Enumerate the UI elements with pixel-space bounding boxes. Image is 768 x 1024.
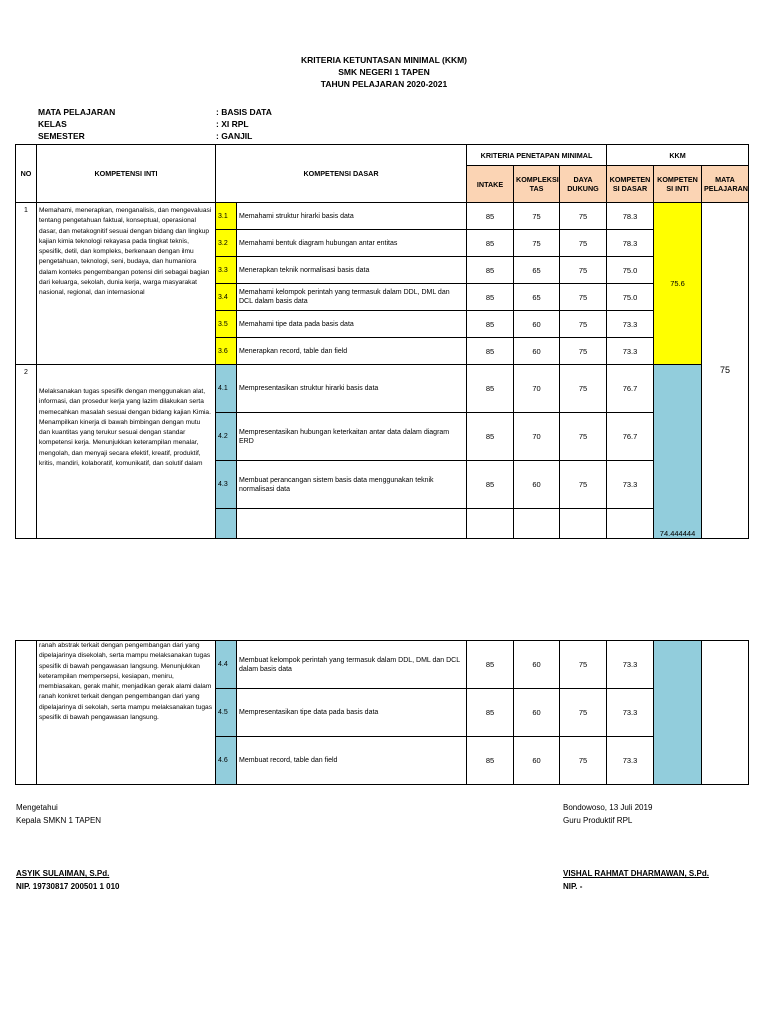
meta-value: : BASIS DATA: [216, 107, 272, 117]
header-kkm: KKM: [607, 145, 749, 166]
kompleksitas-value: 75: [514, 230, 560, 257]
kd-text: Memahami tipe data pada basis data: [237, 311, 467, 338]
ki-text: Memahami, menerapkan, menganalisis, dan mengevaluasi tentang pengetahuan faktual, konseptual, operasional dasar, dan metakognitif sesuai dengan bidang dan lingkup kajian kimia teknologi rekayasa pada tingkat teknis, spesifik, detil, dan kompleks, berkenaan dengan ilmu pengetahuan, teknologi, seni, budaya, dan humaniora dalam konteks pengembangan potensi diri sebagai bagian dari keluarga, sekolah, dunia kerja, warga masyarakat nasional, regional, dan internasional: [37, 203, 216, 365]
intake-value: 85: [467, 311, 514, 338]
kd-text: Membuat record, table dan field: [237, 737, 467, 785]
kkm-ki-value: 74.444444: [654, 365, 702, 539]
daya-dukung-value: 75: [560, 203, 607, 230]
empty-cell: [560, 509, 607, 539]
kkm-table-top: [15, 144, 749, 539]
kkm-kd-value: 73.3: [607, 641, 654, 689]
bottom-table-clip: [0, 642, 768, 790]
meta-value: : XI RPL: [216, 119, 249, 129]
kd-number: 4.6: [216, 737, 237, 785]
kompleksitas-value: 65: [514, 257, 560, 284]
headmaster-name: ASYIK SULAIMAN, S.Pd.: [16, 869, 110, 878]
daya-dukung-value: 75: [560, 257, 607, 284]
kd-number: 4.4: [216, 641, 237, 689]
signature-right-line1: Bondowoso, 13 Juli 2019: [563, 803, 653, 812]
signature-right-line2: Guru Produktif RPL: [563, 816, 633, 825]
kd-number: 3.1: [216, 203, 237, 230]
kd-number: 3.3: [216, 257, 237, 284]
table-row: [16, 365, 749, 413]
kd-text: Mempresentasikan struktur hirarki basis data: [237, 365, 467, 413]
kkm-kd-value: 75.0: [607, 257, 654, 284]
signature-left-line1: Mengetahui: [16, 803, 58, 812]
header-kkm-kd: KOMPETEN SI DASAR: [607, 166, 654, 203]
kompleksitas-value: 60: [514, 641, 560, 689]
kd-text: Memahami bentuk diagram hubungan antar entitas: [237, 230, 467, 257]
intake-value: 85: [467, 641, 514, 689]
kd-number: 4.2: [216, 413, 237, 461]
intake-value: 85: [467, 338, 514, 365]
table-row: [16, 641, 749, 689]
kompleksitas-value: 60: [514, 338, 560, 365]
kkm-kd-value: 73.3: [607, 338, 654, 365]
intake-value: 85: [467, 284, 514, 311]
signature-left-line2: Kepala SMKN 1 TAPEN: [16, 816, 102, 825]
kd-number: 3.4: [216, 284, 237, 311]
kkm-kd-value: 78.3: [607, 230, 654, 257]
kd-text: Memahami struktur hirarki basis data: [237, 203, 467, 230]
kompleksitas-value: 75: [514, 203, 560, 230]
header-ki: KOMPETENSI INTI: [37, 145, 216, 203]
kkm-kd-value: 73.3: [607, 461, 654, 509]
kkm-kd-value: 76.7: [607, 365, 654, 413]
kd-text: Membuat kelompok perintah yang termasuk dalam DDL, DML dan DCL dalam basis data: [237, 641, 467, 689]
teacher-name: VISHAL RAHMAT DHARMAWAN, S.Pd.: [563, 869, 709, 878]
title-year: TAHUN PELAJARAN 2020-2021: [320, 79, 448, 89]
ki-number-empty: [16, 641, 37, 785]
kkm-kd-value: 75.0: [607, 284, 654, 311]
header-no: NO: [16, 145, 37, 203]
kkm-kd-value: 73.3: [607, 311, 654, 338]
kd-number: 3.2: [216, 230, 237, 257]
kd-text: Mempresentasikan tipe data pada basis data: [237, 689, 467, 737]
kkm-mapel-continued: [702, 641, 749, 785]
intake-value: 85: [467, 413, 514, 461]
empty-cell: [467, 509, 514, 539]
intake-value: 85: [467, 689, 514, 737]
daya-dukung-value: 75: [560, 461, 607, 509]
daya-dukung-value: 75: [560, 689, 607, 737]
ki-text: Melaksanakan tugas spesifik dengan menggunakan alat, informasi, dan prosedur kerja yang lazim dilakukan serta memecahkan masalah sesuai dengan bidang kajian Kimia. Menampilkan kinerja di bawah bimbingan dengan mutu dan kuantitas yang terukur sesuai dengan standar kompetensi kerja. Menunjukkan keterampilan menalar, mengolah, dan menyaji secara efektif, kreatif, produktif, kritis, mandiri, kolaboratif, komunikatif, dan solutif dalam: [37, 365, 216, 539]
signature-right: [563, 801, 709, 893]
signature-left: [16, 801, 120, 893]
table-row: [16, 203, 749, 230]
header-daya-dukung: DAYA DUKUNG: [560, 166, 607, 203]
kd-number: 4.3: [216, 461, 237, 509]
daya-dukung-value: 75: [560, 338, 607, 365]
kkm-kd-value: 78.3: [607, 203, 654, 230]
kd-number: 3.6: [216, 338, 237, 365]
kompleksitas-value: 70: [514, 413, 560, 461]
header-kd: KOMPETENSI DASAR: [216, 145, 467, 203]
meta-label: MATA PELAJARAN: [38, 107, 116, 117]
kd-number: 3.5: [216, 311, 237, 338]
kkm-kd-value: 76.7: [607, 413, 654, 461]
kkm-ki-continued: [654, 641, 702, 785]
empty-cell: [514, 509, 560, 539]
daya-dukung-value: 75: [560, 311, 607, 338]
daya-dukung-value: 75: [560, 413, 607, 461]
intake-value: 85: [467, 230, 514, 257]
kd-number-empty: [216, 509, 237, 539]
kd-number: 4.1: [216, 365, 237, 413]
kd-text: Memahami kelompok perintah yang termasuk dalam DDL, DML dan DCL dalam basis data: [237, 284, 467, 311]
header-kkm-mapel: MATA PELAJARAN: [702, 166, 749, 203]
kkm-kd-value: 73.3: [607, 737, 654, 785]
kkm-mapel-value: 75: [702, 203, 749, 539]
kompleksitas-value: 70: [514, 365, 560, 413]
header-intake: INTAKE: [467, 166, 514, 203]
headmaster-nip: NIP. 19730817 200501 1 010: [16, 882, 120, 891]
intake-value: 85: [467, 257, 514, 284]
ki-number: 2: [16, 365, 37, 539]
empty-cell: [607, 509, 654, 539]
kkm-kd-value: 73.3: [607, 689, 654, 737]
ki-text-continued: ranah abstrak terkait dengan pengembangan dari yang dipelajarinya disekolah, serta mampu melaksanakan tugas spesifik di bawah pengawasan langsung. Menunjukkan keterampilan mempersepsi, kesiapan, meniru, membiasakan, gerak mahir, menjadikan gerak alami dalam ranah konkret terkait dengan pengembangan dari yang dipelajarinya di sekolah, serta mampu melaksanakan tugas spesifik di bawah pengawasan langsung.: [37, 641, 216, 785]
daya-dukung-value: 75: [560, 641, 607, 689]
header-kkm-ki: KOMPETEN SI INTI: [654, 166, 702, 203]
kkm-table-bottom: [15, 640, 749, 785]
daya-dukung-value: 75: [560, 230, 607, 257]
intake-value: 85: [467, 203, 514, 230]
meta-label: SEMESTER: [38, 131, 85, 141]
daya-dukung-value: 75: [560, 284, 607, 311]
kd-text: Menerapkan teknik normalisasi basis data: [237, 257, 467, 284]
kompleksitas-value: 60: [514, 461, 560, 509]
kompleksitas-value: 60: [514, 311, 560, 338]
kkm-ki-value: 75.6: [654, 203, 702, 365]
teacher-nip: NIP. -: [563, 882, 583, 891]
intake-value: 85: [467, 461, 514, 509]
meta-label: KELAS: [38, 119, 67, 129]
header-kpm: KRITERIA PENETAPAN MINIMAL: [467, 145, 607, 166]
intake-value: 85: [467, 365, 514, 413]
daya-dukung-value: 75: [560, 365, 607, 413]
kd-text: Membuat perancangan sistem basis data menggunakan teknik normalisasi data: [237, 461, 467, 509]
title-kkm: KRITERIA KETUNTASAN MINIMAL (KKM): [300, 55, 468, 65]
header-kompleksitas: KOMPLEKSI TAS: [514, 166, 560, 203]
kompleksitas-value: 65: [514, 284, 560, 311]
kd-text: Menerapkan record, table dan field: [237, 338, 467, 365]
kd-number: 4.5: [216, 689, 237, 737]
daya-dukung-value: 75: [560, 737, 607, 785]
title-school: SMK NEGERI 1 TAPEN: [338, 67, 430, 77]
intake-value: 85: [467, 737, 514, 785]
kompleksitas-value: 60: [514, 737, 560, 785]
kompleksitas-value: 60: [514, 689, 560, 737]
kd-text-empty: [237, 509, 467, 539]
kd-text: Mempresentasikan hubungan keterkaitan antar data dalam diagram ERD: [237, 413, 467, 461]
meta-value: : GANJIL: [216, 131, 253, 141]
ki-number: 1: [16, 203, 37, 365]
